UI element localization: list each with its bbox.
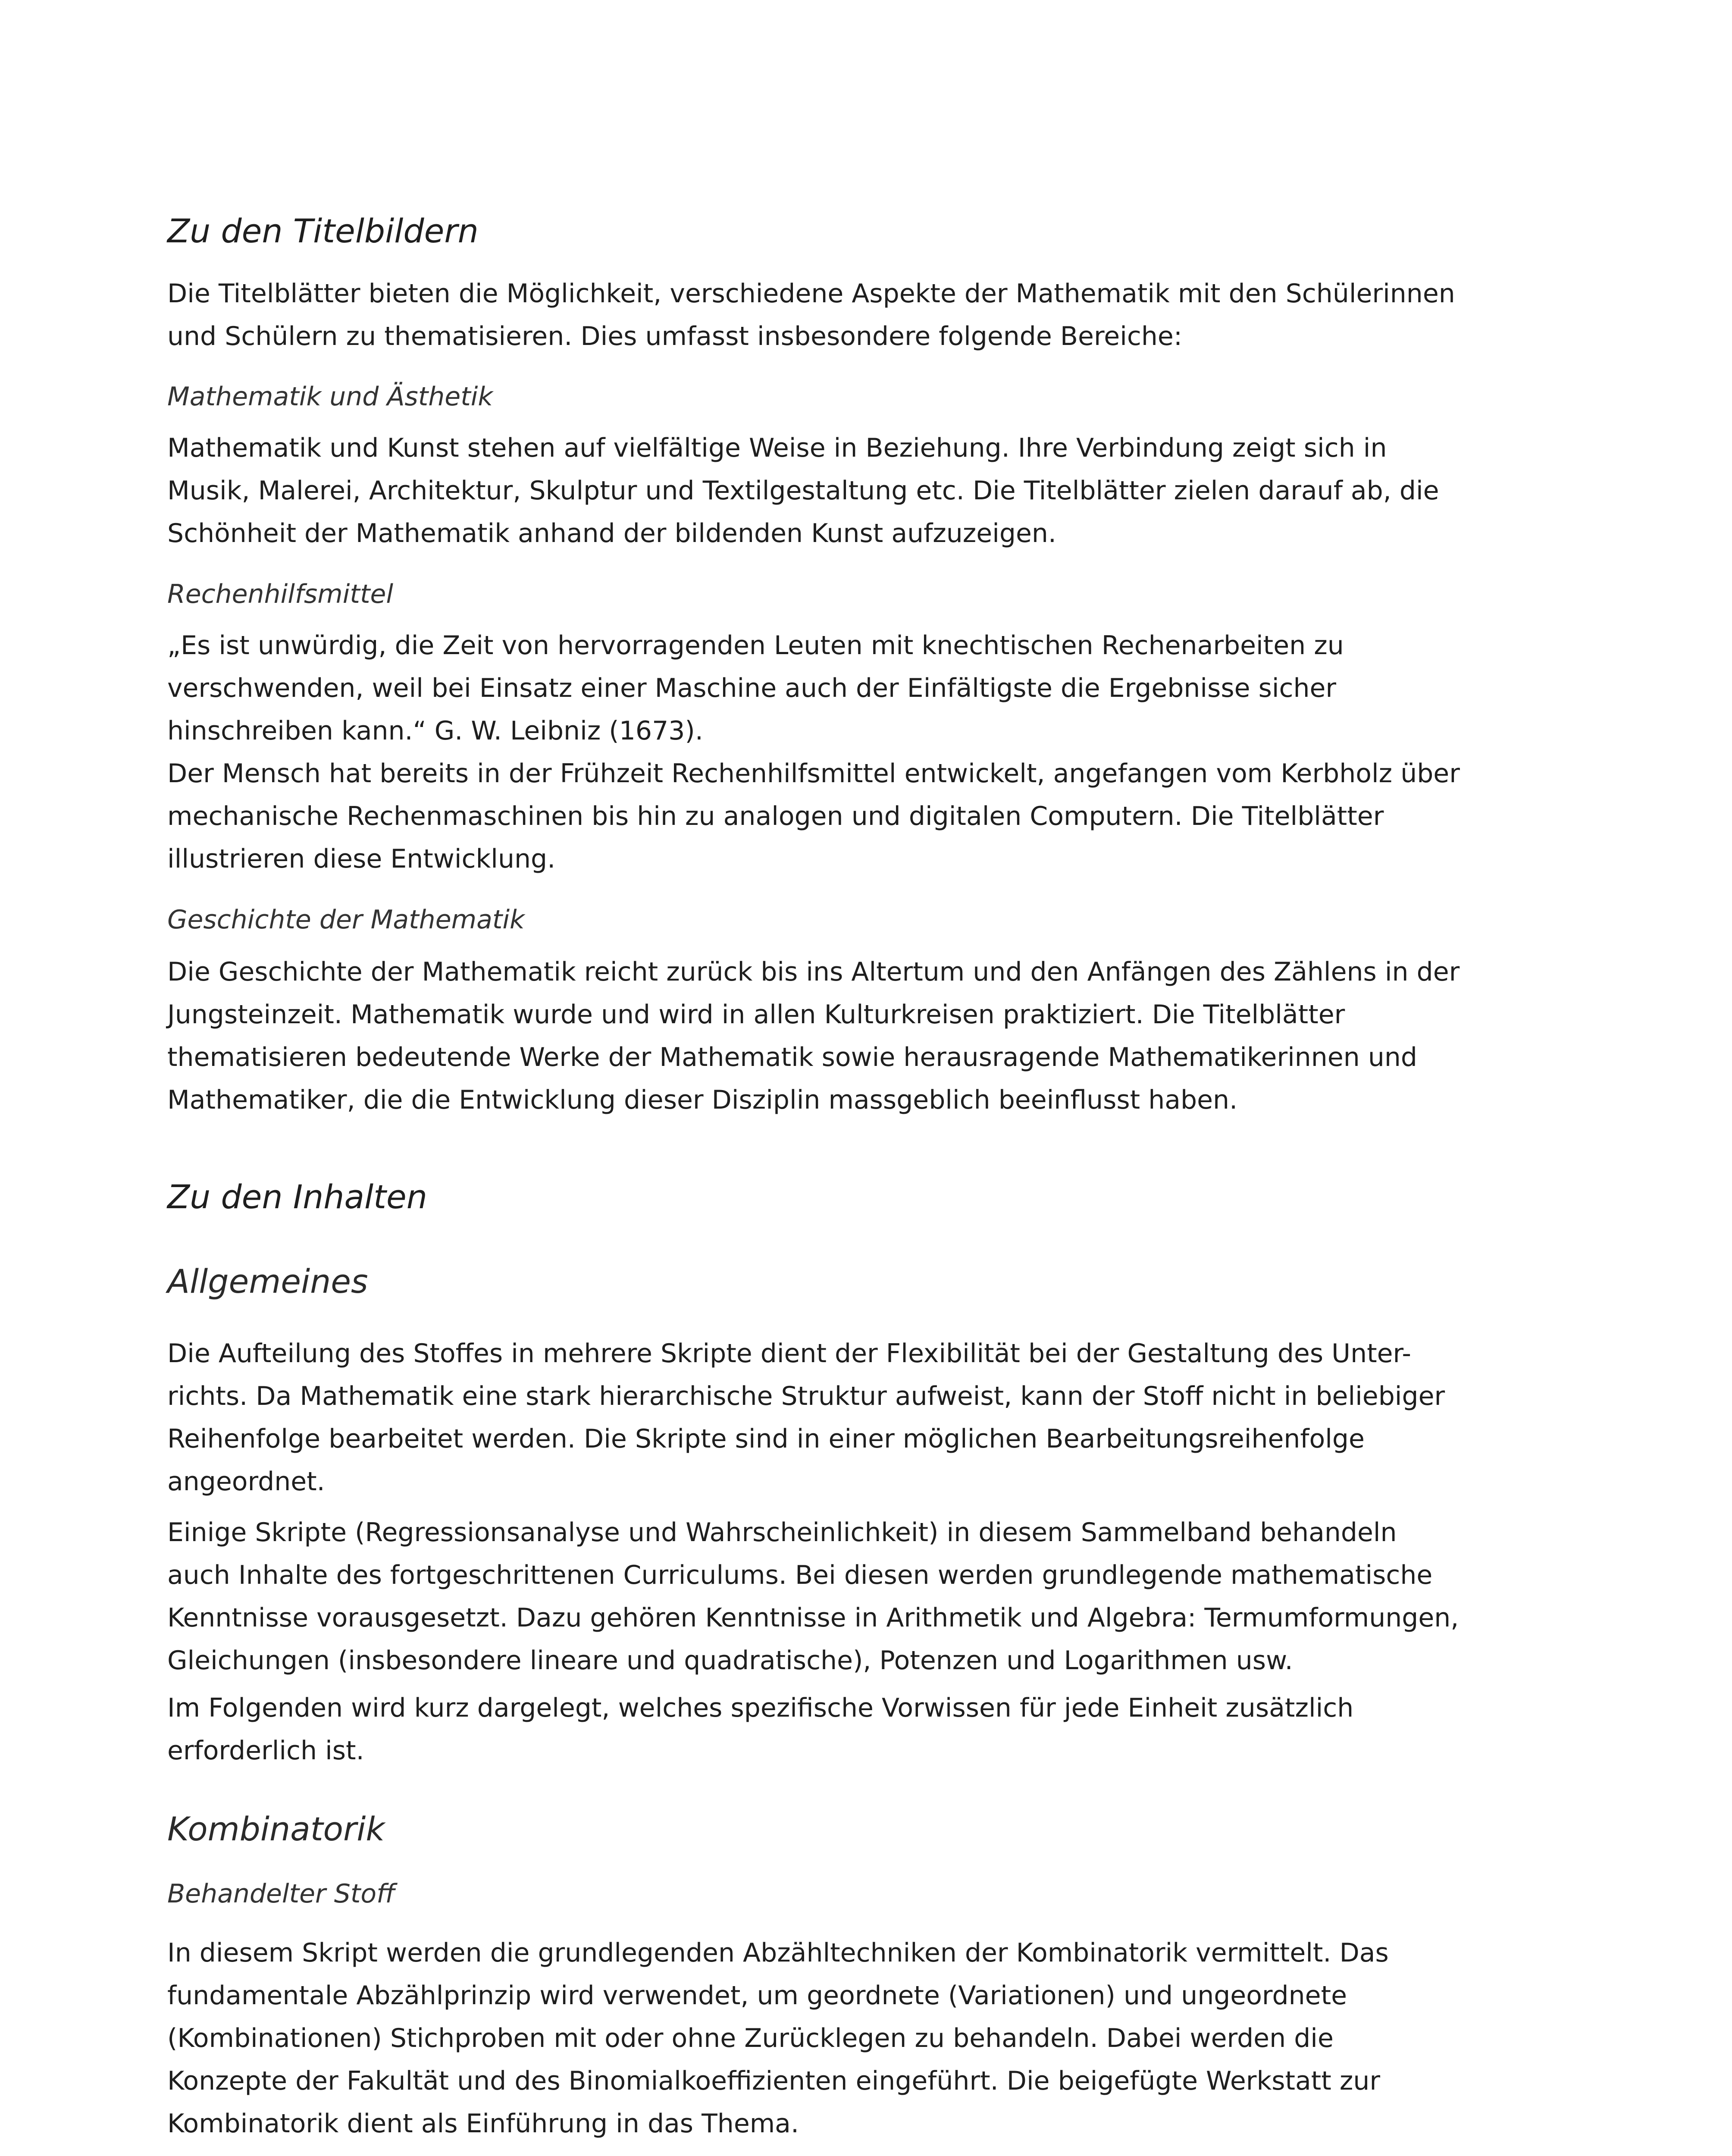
- text-line: Die Titelblätter bieten die Möglichkeit, verschiedene Aspekte der Mathematik mit den Schülerinnen: [167, 279, 1455, 309]
- text-line: fundamentale Abzählprinzip wird verwendet, um geordnete (Variationen) und ungeordnete: [167, 1981, 1347, 2011]
- subheading-aesthetics: Mathematik und Ästhetik: [167, 382, 493, 412]
- text-line: Konzepte der Fakultät und des Binomialkoeffizienten eingeführt. Die beigefügte Werkstatt zur: [167, 2066, 1381, 2096]
- heading-allgemeines: Allgemeines: [167, 1262, 368, 1300]
- text-line: Reihenfolge bearbeitet werden. Die Skripte sind in einer möglichen Bearbeitungsreihenfolge: [167, 1424, 1365, 1454]
- text-line: Einige Skripte (Regressionsanalyse und Wahrscheinlichkeit) in diesem Sammelband behandeln: [167, 1517, 1397, 1548]
- text-line: Schönheit der Mathematik anhand der bildenden Kunst aufzuzeigen.: [167, 518, 1056, 548]
- section-title-inhalte: Zu den Inhalten: [167, 1178, 427, 1216]
- text-line: auch Inhalte des fortgeschrittenen Curriculums. Bei diesen werden grundlegende mathematische: [167, 1560, 1433, 1590]
- tools-paragraph: [167, 624, 1508, 881]
- quote-line: verschwenden, weil bei Einsatz einer Maschine auch der Einfältigste die Ergebnisse sicher: [167, 673, 1337, 703]
- general-paragraph-2: [167, 1511, 1508, 1682]
- text-line: Der Mensch hat bereits in der Frühzeit Rechenhilfsmittel entwickelt, angefangen vom Kerbholz über: [167, 758, 1460, 789]
- text-line: Mathematiker, die die Entwicklung dieser Disziplin massgeblich beeinflusst haben.: [167, 1085, 1238, 1115]
- text-line: Gleichungen (insbesondere lineare und quadratische), Potenzen und Logarithmen usw.: [167, 1645, 1293, 1676]
- text-line: angeordnet.: [167, 1467, 325, 1497]
- text-line: Jungsteinzeit. Mathematik wurde und wird in allen Kulturkreisen praktiziert. Die Titelblätter: [167, 1000, 1345, 1030]
- text-line: mechanische Rechenmaschinen bis hin zu analogen und digitalen Computern. Die Titelblätter: [167, 801, 1384, 831]
- subheading-history: Geschichte der Mathematik: [167, 905, 525, 935]
- text-line: erforderlich ist.: [167, 1736, 364, 1766]
- text-line: Kenntnisse vorausgesetzt. Dazu gehören Kenntnisse in Arithmetik und Algebra: Termumformungen,: [167, 1603, 1459, 1633]
- text-line: Die Geschichte der Mathematik reicht zurück bis ins Altertum und den Anfängen des Zählens in der: [167, 957, 1460, 987]
- history-paragraph: [167, 951, 1508, 1122]
- general-paragraph-3: [167, 1687, 1508, 1772]
- subheading-tools: Rechenhilfsmittel: [167, 579, 394, 609]
- intro-paragraph: [167, 273, 1508, 358]
- text-line: richts. Da Mathematik eine stark hierarchische Struktur aufweist, kann der Stoff nicht in beliebiger: [167, 1381, 1445, 1411]
- text-line: und Schülern zu thematisieren. Dies umfasst insbesondere folgende Bereiche:: [167, 321, 1183, 351]
- text-line: thematisieren bedeutende Werke der Mathematik sowie herausragende Mathematikerinnen und: [167, 1042, 1417, 1072]
- text-line: Musik, Malerei, Architektur, Skulptur und Textilgestaltung etc. Die Titelblätter zielen darauf ab, die: [167, 476, 1439, 506]
- document-page: [167, 0, 1508, 2156]
- subheading-behandelter-stoff: Behandelter Stoff: [167, 1879, 395, 1909]
- heading-kombinatorik: Kombinatorik: [167, 1810, 385, 1848]
- text-line: Die Aufteilung des Stoffes in mehrere Skripte dient der Flexibilität bei der Gestaltung des Unter-: [167, 1338, 1412, 1369]
- text-line: In diesem Skript werden die grundlegenden Abzähltechniken der Kombinatorik vermittelt. Das: [167, 1938, 1389, 1968]
- text-line: Kombinatorik dient als Einführung in das Thema.: [167, 2109, 799, 2139]
- general-paragraph-1: [167, 1332, 1508, 1503]
- text-line: Mathematik und Kunst stehen auf vielfältige Weise in Beziehung. Ihre Verbindung zeigt sich in: [167, 433, 1387, 463]
- text-line: Im Folgenden wird kurz dargelegt, welches spezifische Vorwissen für jede Einheit zusätzlich: [167, 1693, 1354, 1723]
- section-title-titelbilder: Zu den Titelbildern: [167, 212, 479, 250]
- quote-line: „Es ist unwürdig, die Zeit von hervorragenden Leuten mit knechtischen Rechenarbeiten zu: [167, 630, 1344, 661]
- aesthetics-paragraph: [167, 427, 1508, 555]
- quote-line: hinschreiben kann.“ G. W. Leibniz (1673).: [167, 716, 703, 746]
- text-line: illustrieren diese Entwicklung.: [167, 844, 556, 874]
- text-line: (Kombinationen) Stichproben mit oder ohne Zurücklegen zu behandeln. Dabei werden die: [167, 2023, 1334, 2053]
- content-paragraph: [167, 1932, 1508, 2145]
